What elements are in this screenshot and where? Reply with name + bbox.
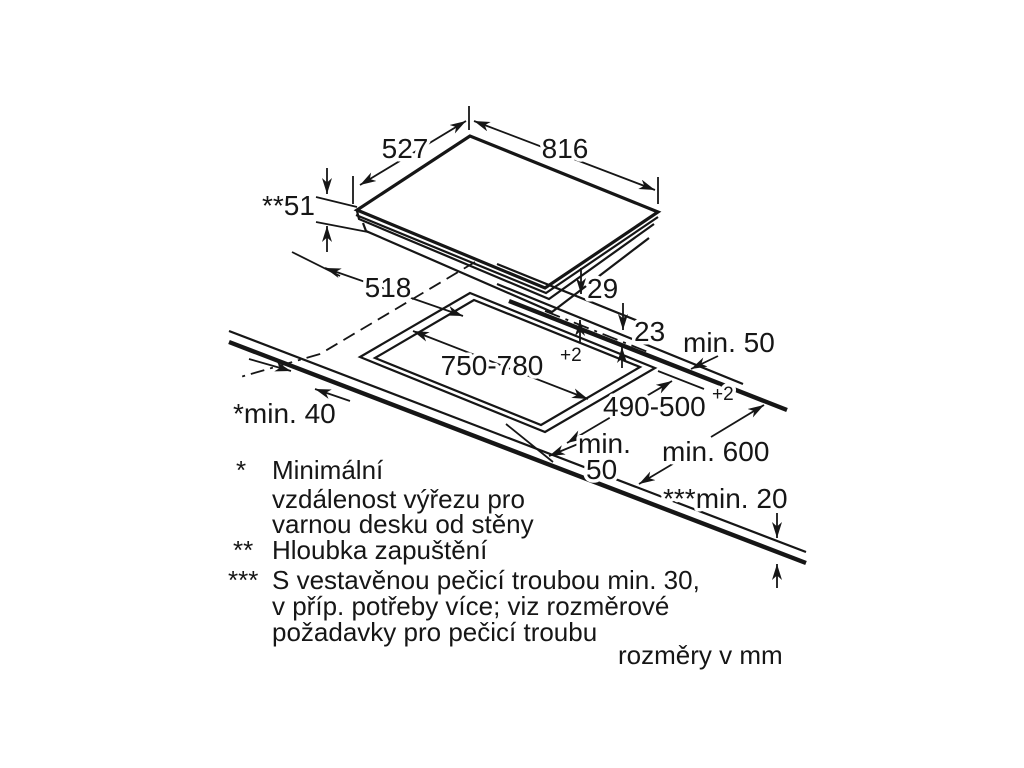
min-50-rear-label: min. 50 bbox=[683, 327, 775, 358]
legend-line-7: požadavky pro pečicí troubu bbox=[272, 617, 598, 647]
recess-depth-label: **51 bbox=[262, 190, 315, 221]
legend-star-2: ** bbox=[233, 535, 254, 565]
legend-line-1: Minimální bbox=[272, 455, 384, 485]
min-20-label: ***min. 20 bbox=[663, 483, 788, 514]
legend-line-5: S vestavěnou pečicí troubou min. 30, bbox=[272, 565, 700, 595]
min-50-front-label-min: min. bbox=[578, 428, 631, 459]
legend-star-3: *** bbox=[228, 565, 259, 595]
min-600-label: min. 600 bbox=[662, 436, 770, 467]
dim-518-extension bbox=[292, 252, 340, 276]
cutout-depth-label: 490-500 bbox=[603, 391, 706, 422]
recess-ext-upper bbox=[316, 197, 357, 207]
legend-line-4: Hloubka zapuštění bbox=[272, 535, 488, 565]
legend-line-2: vzdálenost výřezu pro bbox=[272, 484, 525, 514]
legend-line-6: v příp. potřeby více; viz rozměrové bbox=[272, 591, 670, 621]
dim-23-label: 23 bbox=[634, 316, 666, 347]
dimension-527-816 bbox=[353, 106, 658, 204]
min600-arrow-up bbox=[711, 405, 764, 437]
cutout-depth-sup: +2 bbox=[712, 384, 734, 405]
dimension-min50-front bbox=[549, 428, 631, 485]
legend-line-3: varnou desku od stěny bbox=[272, 509, 534, 539]
dim-518-label: 518 bbox=[364, 272, 412, 303]
recess-ext-lower bbox=[316, 222, 368, 232]
min50-front-arrow bbox=[549, 444, 578, 456]
dim-29-label: 29 bbox=[587, 273, 619, 304]
dimension-min50-rear bbox=[683, 327, 775, 369]
dim-527-label: 527 bbox=[381, 133, 429, 164]
legend-star-1: * bbox=[236, 455, 247, 485]
min-40-label: *min. 40 bbox=[233, 398, 336, 429]
dim-816-label: 816 bbox=[541, 133, 589, 164]
min-50-front-label-50: 50 bbox=[586, 454, 618, 485]
cutout-width-label: 750-780 bbox=[440, 350, 544, 381]
units-note: rozměry v mm bbox=[618, 640, 783, 670]
cutout-width-sup: +2 bbox=[560, 345, 582, 366]
